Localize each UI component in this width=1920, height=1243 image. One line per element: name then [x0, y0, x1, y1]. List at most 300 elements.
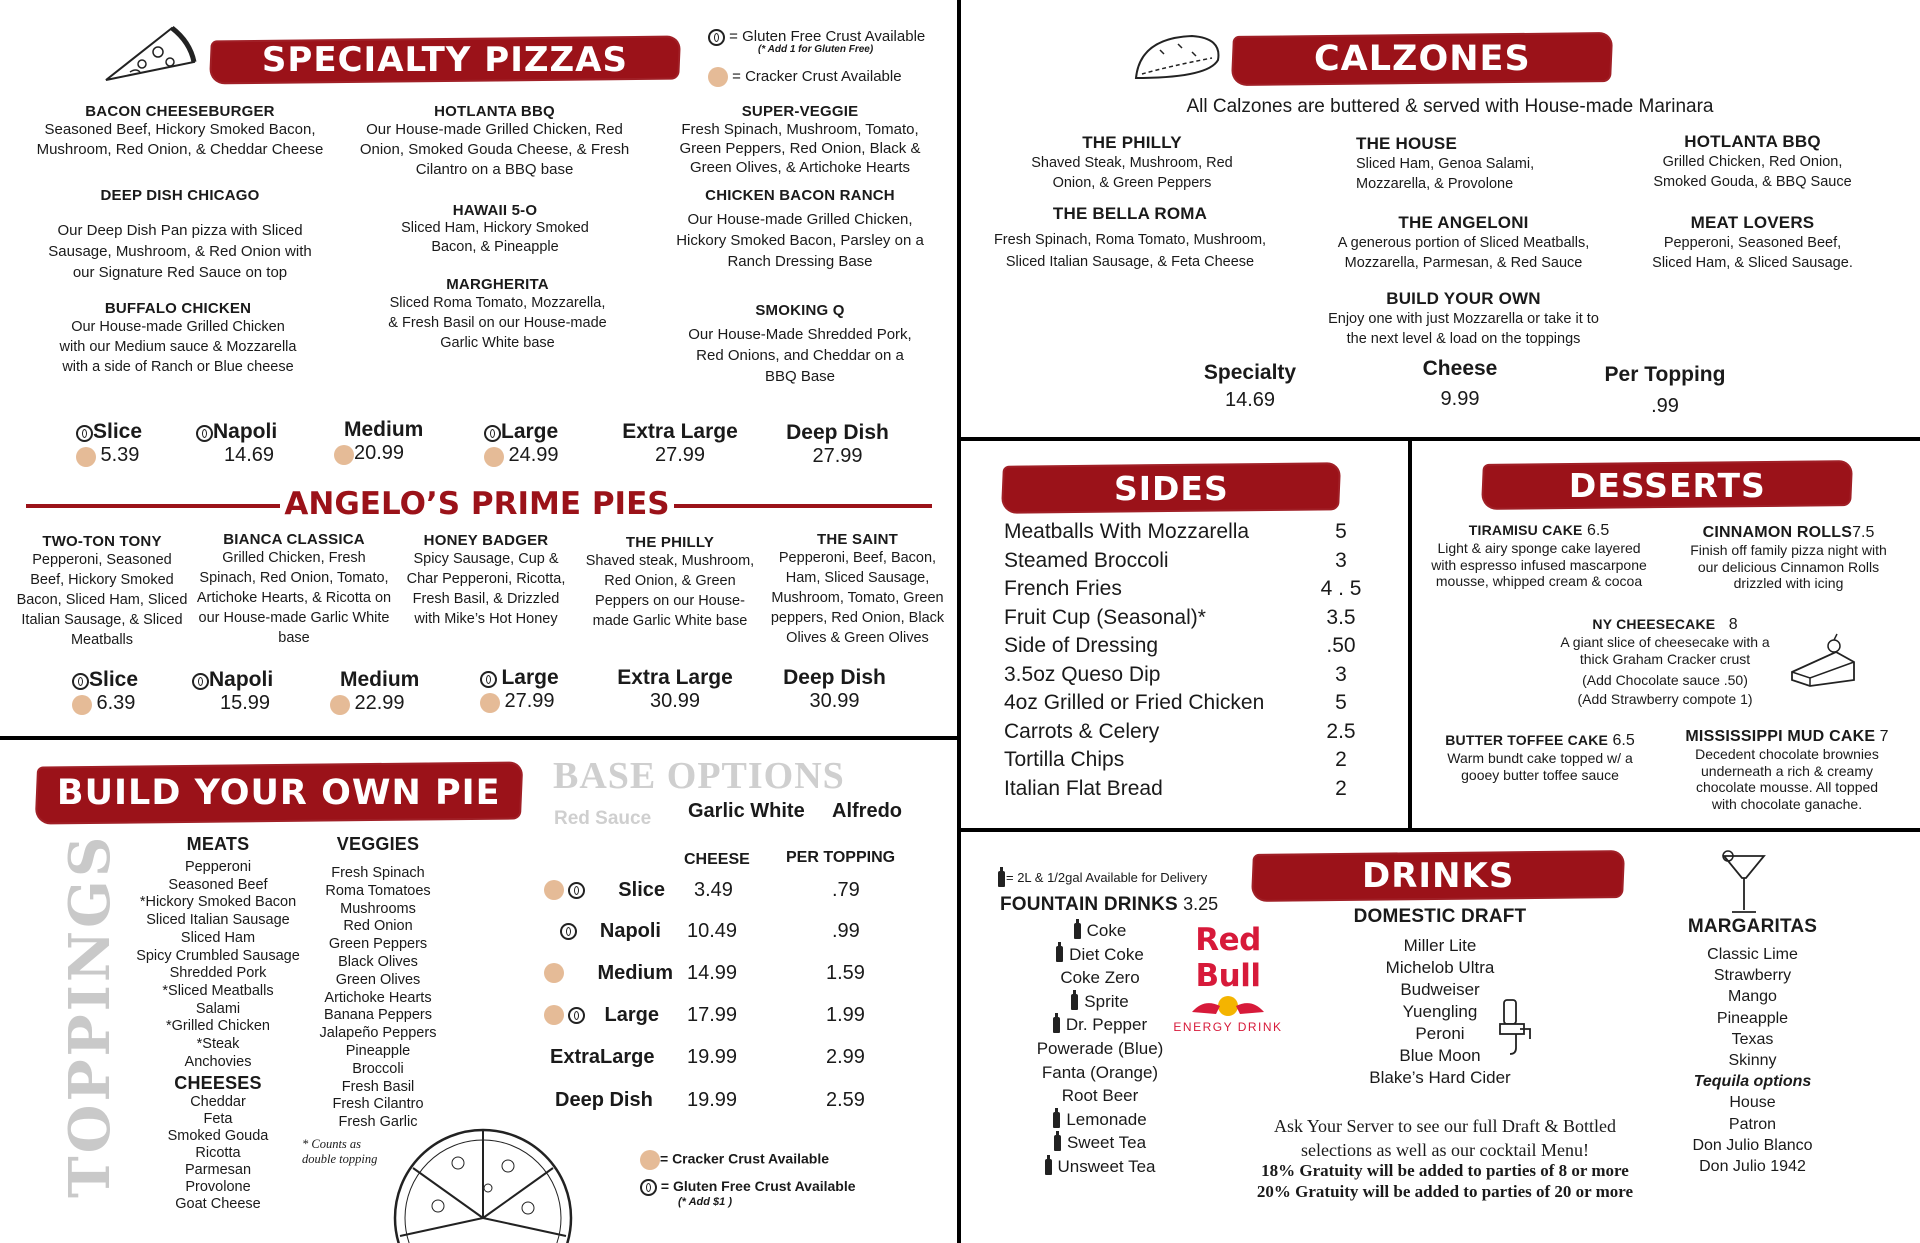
- price-value: .99: [1651, 395, 1679, 417]
- dessert-cheesecake: [1540, 616, 1790, 707]
- sides-banner: [1001, 462, 1341, 514]
- base-alfredo: Alfredo: [832, 800, 902, 822]
- dessert-tiramisu: [1424, 522, 1654, 590]
- item-name: THE BELLA ROMA: [1052, 204, 1208, 223]
- veggies-column: [308, 834, 448, 1132]
- cheeses-title: CHEESES: [174, 1073, 262, 1094]
- legend-cracker: [708, 67, 958, 87]
- price-label: Extra Large: [622, 420, 738, 443]
- cracker-crust-icon: [544, 963, 564, 983]
- fountain-list: [1030, 919, 1170, 1179]
- fountain-name: Root Beer: [1061, 1086, 1139, 1106]
- price-label: Cheese: [1422, 357, 1498, 380]
- specialty-pizzas-banner: [209, 36, 681, 85]
- item-desc: Grilled Chicken, Fresh Spinach, Red Onion, Tomato, Artichoke Hearts, & Ricotta on our House-made Garlic White base: [196, 550, 392, 646]
- tequila-item: Don Julio 1942: [1699, 1158, 1806, 1176]
- center-divider: [957, 0, 961, 1243]
- tequila-item: Don Julio Blanco: [1692, 1136, 1813, 1154]
- redbull-logo: [1165, 922, 1291, 1034]
- fountain-title: FOUNTAIN DRINKS: [1000, 894, 1178, 915]
- fountain-name: Coke Zero: [1060, 968, 1140, 988]
- veggie-item: Banana Peppers: [323, 1007, 433, 1024]
- item-name: TIRAMISU CAKE: [1468, 522, 1583, 538]
- price-value: 22.99: [354, 692, 405, 714]
- calzones-title: CALZONES: [1313, 39, 1531, 79]
- side-item: [1004, 718, 1366, 747]
- cracker-crust-icon: [72, 695, 92, 715]
- dessert-cinnamon: [1676, 524, 1901, 592]
- fountain-name: Lemonade: [1066, 1109, 1147, 1129]
- item-desc: Shaved Steak, Mushroom, Red Onion, & Green Peppers: [1031, 155, 1233, 191]
- item-addon: (Add Strawberry compote 1): [1577, 691, 1753, 707]
- meat-item: Sliced Ham: [180, 929, 256, 946]
- side-name: 3.5oz Queso Dip: [1004, 662, 1161, 686]
- item-desc: Our House-made Grilled Chicken, Hickory Smoked Bacon, Parsley on a Ranch Dressing Base: [676, 211, 924, 270]
- side-price: 2: [1335, 748, 1347, 772]
- cheese-price: 10.49: [687, 919, 738, 942]
- side-item: [1004, 632, 1366, 661]
- base-options-title: BASE OPTIONS: [553, 755, 845, 797]
- veggie-item: Broccoli: [352, 1060, 404, 1077]
- prime-item: [580, 534, 760, 631]
- topping-price: 2.59: [826, 1088, 865, 1111]
- calzone-price-cheese: [1390, 357, 1530, 411]
- meat-item: *Hickory Smoked Bacon: [139, 894, 297, 911]
- margarita-item: Skinny: [1728, 1052, 1777, 1070]
- drinks-title: DRINKS: [1361, 856, 1515, 896]
- price-value: 24.99: [508, 444, 559, 466]
- calzone-item: [1012, 133, 1252, 193]
- gluten-free-icon: [640, 1179, 657, 1196]
- draft-item: Budweiser: [1400, 980, 1480, 999]
- gluten-free-icon: [568, 1007, 585, 1024]
- specialty-price-large: [484, 420, 584, 467]
- cheesecake-icon: [1788, 632, 1858, 688]
- specialty-price-deepdish: [775, 421, 900, 468]
- item-name: MARGHERITA: [446, 276, 549, 293]
- item-desc: Shaved steak, Mushroom, Red Onion, & Green Peppers on our House-made Garlic White base: [585, 553, 755, 629]
- price-value: 27.99: [504, 690, 555, 712]
- specialty-price-napoli: [196, 420, 296, 467]
- item-name: THE PHILLY: [625, 534, 715, 551]
- price-value: 20.99: [354, 442, 405, 464]
- meat-item: Shredded Pork: [169, 965, 267, 982]
- gluten-free-icon: [196, 425, 213, 442]
- right-divider-2: [961, 828, 1920, 832]
- desserts-banner: [1481, 460, 1853, 510]
- redbull-subtitle: ENERGY DRINK: [1173, 1020, 1283, 1034]
- draft-item: Blake’s Hard Cider: [1369, 1068, 1511, 1087]
- meat-item: Sliced Italian Sausage: [146, 912, 290, 929]
- calzone-item: [1630, 213, 1875, 273]
- fountain-name: Dr. Pepper: [1065, 1015, 1148, 1035]
- side-item: [1004, 547, 1366, 576]
- side-name: Italian Flat Bread: [1004, 776, 1163, 800]
- dessert-toffee: [1424, 732, 1656, 783]
- price-label: Napoli: [209, 668, 274, 691]
- byo-legend-gf-note: (* Add $1 ): [678, 1195, 732, 1208]
- fountain-item: [1030, 1061, 1170, 1085]
- price-label: Slice: [93, 420, 143, 443]
- draft-item: Michelob Ultra: [1385, 958, 1495, 977]
- gluten-free-icon: [480, 671, 497, 688]
- fountain-name: Sweet Tea: [1066, 1133, 1147, 1153]
- base-red-sauce: Red Sauce: [554, 808, 652, 829]
- delivery-note-label: = 2L & 1/2gal Available for Delivery: [1006, 870, 1208, 885]
- cheese-item: Smoked Gouda: [167, 1128, 269, 1145]
- cheese-item: Provolone: [185, 1179, 251, 1196]
- specialty-item: [58, 300, 298, 377]
- calzone-item: [975, 204, 1285, 273]
- item-desc: Spicy Sausage, Cup & Char Pepperoni, Ricotta, Fresh Basil, & Drizzled with Mike’s Hot Honey: [406, 551, 566, 627]
- cracker-crust-icon: [640, 1150, 660, 1170]
- item-name: BUFFALO CHICKEN: [104, 300, 252, 317]
- side-item: [1004, 604, 1366, 633]
- meat-item: Salami: [195, 1000, 241, 1017]
- draft-item: Yuengling: [1402, 1002, 1478, 1021]
- prime-price-medium: [330, 668, 440, 715]
- fountain-item: [1030, 919, 1170, 943]
- item-name: HONEY BADGER: [423, 532, 549, 549]
- veggie-item: Fresh Spinach: [331, 865, 425, 881]
- legend-cracker-label: = Cracker Crust Available: [660, 1150, 829, 1167]
- margarita-item: Classic Lime: [1707, 946, 1798, 963]
- prime-rule-right: [674, 504, 932, 508]
- side-name: French Fries: [1004, 577, 1122, 601]
- byo-title: BUILD YOUR OWN PIE: [57, 773, 501, 813]
- item-desc: Light & airy sponge cake layered with espresso infused mascarpone mousse, whipped cream & cocoa: [1431, 540, 1647, 589]
- margarita-item: Strawberry: [1713, 967, 1792, 985]
- size-label: Slice: [618, 878, 665, 901]
- meat-item: *Sliced Meatballs: [162, 982, 274, 999]
- cheese-item: Feta: [203, 1111, 233, 1128]
- prime-price-deepdish: [772, 666, 897, 713]
- prime-item: [403, 532, 569, 629]
- fountain-name: Powerade (Blue): [1036, 1038, 1164, 1058]
- specialty-price-medium: [334, 418, 444, 465]
- margarita-item: Mango: [1728, 988, 1777, 1006]
- byo-legend-cracker: [640, 1150, 900, 1170]
- side-name: Carrots & Celery: [1004, 719, 1160, 743]
- price-value: 6.39: [96, 692, 136, 714]
- left-mid-divider: [0, 736, 957, 740]
- item-name: THE HOUSE: [1356, 134, 1457, 153]
- gratuity-line-2: 20% Gratuity will be added to parties of 20 or more: [1256, 1182, 1634, 1201]
- desserts-title: DESSERTS: [1568, 465, 1766, 505]
- col-topping-header: PER TOPPING: [786, 849, 896, 866]
- fountain-header: [1000, 894, 1218, 916]
- calzone-item: [1316, 289, 1611, 349]
- base-garlic-white: Garlic White: [688, 800, 805, 822]
- side-item: [1004, 661, 1366, 690]
- beer-tap-icon: [1494, 998, 1534, 1060]
- topping-price: .99: [832, 919, 860, 942]
- side-price: 3: [1335, 662, 1347, 686]
- cheese-item: Goat Cheese: [175, 1196, 261, 1213]
- item-desc: Sliced Roma Tomato, Mozzarella, & Fresh Basil on our House-made Garlic White base: [388, 295, 607, 351]
- calzone-price-specialty: [1180, 361, 1320, 412]
- fountain-name: Sprite: [1084, 991, 1129, 1011]
- item-name: BACON CHEESEBURGER: [85, 103, 275, 120]
- item-name: SUPER-VEGGIE: [741, 103, 859, 120]
- cheese-item: Parmesan: [184, 1162, 252, 1179]
- fountain-name: Unsweet Tea: [1057, 1156, 1156, 1176]
- legend-gluten-free-label: = Gluten Free Crust Available: [729, 28, 926, 45]
- double-topping-note: * Counts as double topping: [302, 1137, 378, 1166]
- prime-item: [770, 531, 945, 648]
- specialty-price-xl: [615, 420, 745, 467]
- cracker-crust-icon: [544, 1005, 564, 1025]
- item-desc: A giant slice of cheesecake with a thick Graham Cracker crust: [1560, 634, 1770, 667]
- price-label: Extra Large: [617, 666, 733, 689]
- size-label: Large: [604, 1003, 659, 1026]
- topping-price: 2.99: [826, 1045, 865, 1068]
- toppings-vertical-word: TOPPINGS: [57, 833, 123, 1198]
- side-name: Side of Dressing: [1004, 634, 1159, 658]
- side-price: 5: [1335, 520, 1347, 544]
- veggie-item: Mushrooms: [340, 900, 416, 917]
- tequila-item: Patron: [1728, 1115, 1777, 1133]
- fountain-name: Fanta (Orange): [1041, 1062, 1159, 1082]
- cracker-crust-icon: [544, 880, 564, 900]
- bottle-icon: [998, 871, 1005, 887]
- footer-line-2: selections as well as our cocktail Menu!: [1301, 1140, 1589, 1160]
- item-price: 8: [1728, 616, 1738, 633]
- legend-top: [708, 28, 958, 87]
- item-name: TWO-TON TONY: [42, 533, 162, 550]
- bottle-icon: [1045, 1159, 1052, 1175]
- bottle-icon: [1056, 946, 1063, 962]
- side-name: Fruit Cup (Seasonal)*: [1004, 605, 1206, 629]
- size-label: Deep Dish: [555, 1088, 653, 1111]
- gratuity-line-1: 18% Gratuity will be added to parties of 8 or more: [1261, 1161, 1629, 1180]
- byo-banner: [35, 761, 524, 824]
- redbull-bulls-icon: [1188, 994, 1268, 1020]
- meat-item: *Steak: [196, 1036, 240, 1053]
- item-desc: Decedent chocolate brownies underneath a rich & creamy chocolate mousse. All topped with chocolate ganache.: [1695, 746, 1879, 812]
- margaritas-title: MARGARITAS: [1687, 916, 1818, 937]
- side-price: 3.5: [1326, 605, 1356, 629]
- cheese-price: 19.99: [687, 1088, 738, 1111]
- gluten-free-icon: [76, 425, 93, 442]
- prime-rule-left: [26, 504, 280, 508]
- item-desc: Enjoy one with just Mozzarella or take it to the next level & load on the toppings: [1328, 311, 1599, 347]
- gluten-free-icon: [192, 673, 209, 690]
- item-price: 7.5: [1852, 524, 1875, 541]
- price-label: Napoli: [213, 420, 278, 443]
- side-name: Meatballs With Mozzarella: [1004, 520, 1250, 544]
- item-name: SMOKING Q: [755, 302, 845, 319]
- byo-legend-gf: [640, 1178, 900, 1196]
- cracker-crust-icon: [480, 693, 500, 713]
- calzones-subtitle: All Calzones are buttered & served with House-made Marinara: [1186, 96, 1714, 117]
- byo-row-slice: [544, 875, 904, 905]
- veggie-item: Jalapeño Peppers: [319, 1025, 437, 1042]
- draft-item: Miller Lite: [1403, 936, 1477, 955]
- fountain-item: [1030, 1013, 1170, 1037]
- tequila-title: Tequila options: [1693, 1073, 1812, 1091]
- item-price: 6.5: [1612, 732, 1635, 749]
- delivery-note: [998, 870, 1207, 887]
- gluten-free-icon: [708, 29, 725, 46]
- fountain-item: [1030, 1037, 1170, 1061]
- draft-title: DOMESTIC DRAFT: [1353, 906, 1527, 927]
- item-name: BUTTER TOFFEE CAKE: [1445, 732, 1609, 748]
- margaritas-list: [1660, 944, 1845, 1071]
- veggie-item: Pineapple: [345, 1042, 411, 1059]
- item-addon: (Add Chocolate sauce .50): [1582, 672, 1748, 688]
- legend-gluten-free-note: (* Add 1 for Gluten Free): [758, 43, 874, 55]
- prime-price-slice: [72, 668, 162, 715]
- cracker-crust-icon: [334, 445, 354, 465]
- item-desc: Our Deep Dish Pan pizza with Sliced Sausage, Mushroom, & Red Onion with our Signature Red Sauce on top: [48, 222, 312, 281]
- side-item: [1004, 746, 1366, 775]
- fountain-name: Diet Coke: [1069, 944, 1144, 964]
- cheeses-list: [128, 1094, 308, 1213]
- meats-title: MEATS: [186, 834, 250, 854]
- byo-row-napoli: [544, 916, 904, 946]
- item-name: BUILD YOUR OWN: [1386, 289, 1541, 308]
- cheese-price: 19.99: [687, 1045, 738, 1068]
- prime-price-large: [480, 666, 580, 713]
- veggie-item: Fresh Cilantro: [332, 1096, 424, 1113]
- prime-price-napoli: [192, 668, 292, 715]
- veggie-item: Fresh Basil: [341, 1078, 415, 1095]
- sides-list: [1004, 518, 1366, 803]
- sides-title: SIDES: [1113, 468, 1229, 508]
- side-price: .50: [1326, 634, 1356, 658]
- item-name: DEEP DISH CHICAGO: [100, 187, 260, 204]
- side-name: 4oz Grilled or Fried Chicken: [1004, 691, 1265, 715]
- size-label: Medium: [597, 961, 673, 984]
- prime-item: [196, 531, 392, 648]
- veggie-item: Green Olives: [335, 971, 421, 988]
- side-price: 5: [1335, 691, 1347, 715]
- item-price: 7: [1879, 728, 1889, 745]
- byo-row-deepdish: [544, 1085, 904, 1115]
- item-desc: Grilled Chicken, Red Onion, Smoked Gouda, & BBQ Sauce: [1653, 154, 1852, 190]
- veggie-item: Green Peppers: [328, 936, 428, 953]
- margarita-glass-icon: [1720, 848, 1768, 918]
- cracker-crust-icon: [76, 447, 96, 467]
- fountain-name: Coke: [1086, 921, 1127, 940]
- price-value: 5.39: [100, 444, 140, 466]
- meat-item: *Grilled Chicken: [166, 1018, 270, 1035]
- item-desc: Pepperoni, Seasoned Beef, Sliced Ham, & Sliced Sausage.: [1652, 235, 1853, 271]
- byo-row-medium: [544, 958, 904, 988]
- item-desc: Our House-Made Shredded Pork, Red Onions, and Cheddar on a BBQ Base: [688, 326, 912, 385]
- drinks-footer: [1200, 1114, 1690, 1202]
- item-desc: A generous portion of Sliced Meatballs, Mozzarella, Parmesan, & Red Sauce: [1337, 235, 1590, 271]
- item-name: BIANCA CLASSICA: [223, 531, 365, 548]
- price-label: Medium: [340, 668, 420, 691]
- side-price: 2: [1335, 776, 1347, 800]
- calzone-item: [1356, 134, 1556, 194]
- fountain-item: [1030, 1131, 1170, 1155]
- specialty-pizzas-title: SPECIALTY PIZZAS: [261, 40, 629, 80]
- prime-item: [16, 533, 188, 650]
- item-desc: Sliced Ham, Hickory Smoked Bacon, & Pineapple: [401, 220, 589, 255]
- specialty-price-slice: [76, 420, 166, 467]
- cracker-crust-icon: [484, 447, 504, 467]
- veggie-item: Artichoke Hearts: [324, 989, 432, 1006]
- draft-item: Peroni: [1415, 1024, 1465, 1043]
- bottle-icon: [1071, 994, 1078, 1010]
- legend-cracker-label: = Cracker Crust Available: [732, 67, 902, 85]
- gluten-free-icon: [568, 882, 585, 899]
- item-name: THE ANGELONI: [1398, 213, 1529, 232]
- margarita-item: Texas: [1731, 1030, 1774, 1048]
- price-label: Medium: [344, 418, 424, 441]
- fountain-item: [1030, 943, 1170, 967]
- veggies-list: [308, 865, 448, 1132]
- cracker-crust-icon: [708, 67, 728, 87]
- price-value: 9.99: [1440, 388, 1480, 410]
- specialty-item: [400, 202, 590, 257]
- price-label: Deep Dish: [786, 421, 889, 444]
- price-label: Slice: [89, 668, 139, 691]
- veggie-item: Fresh Garlic: [338, 1114, 418, 1131]
- byo-row-large: [544, 1000, 904, 1030]
- meat-item: Anchovies: [184, 1053, 252, 1070]
- veggie-item: Red Onion: [343, 918, 413, 935]
- topping-price: 1.99: [826, 1003, 865, 1026]
- calzone-item: [1316, 213, 1611, 273]
- item-name: MISSISSIPPI MUD CAKE: [1685, 728, 1876, 745]
- price-value: 27.99: [812, 445, 863, 467]
- side-name: Steamed Broccoli: [1004, 548, 1169, 572]
- sides-desserts-divider: [1408, 441, 1412, 831]
- legend-gluten-free: [708, 28, 958, 46]
- bottle-icon: [1053, 1112, 1060, 1128]
- side-price: 3: [1335, 548, 1347, 572]
- item-desc: Seasoned Beef, Hickory Smoked Bacon, Mushroom, Red Onion, & Cheddar Cheese: [36, 121, 324, 158]
- veggie-item: Roma Tomatoes: [325, 882, 431, 899]
- meats-list: [128, 859, 308, 1071]
- side-price: 4 . 5: [1320, 577, 1362, 601]
- price-value: 14.69: [224, 444, 275, 466]
- meats-column: [128, 834, 308, 1213]
- bottle-icon: [1053, 1017, 1060, 1033]
- size-label: ExtraLarge: [550, 1045, 655, 1068]
- specialty-item: [357, 103, 632, 180]
- calzone-icon: [1130, 30, 1226, 86]
- side-item: [1004, 689, 1366, 718]
- cracker-crust-icon: [330, 695, 350, 715]
- cheese-item: Cheddar: [190, 1094, 246, 1111]
- right-divider-1: [961, 437, 1920, 441]
- gluten-free-icon: [72, 673, 89, 690]
- item-desc: Warm bundt cake topped w/ a gooey butter toffee sauce: [1447, 750, 1633, 783]
- item-name: CINNAMON ROLLS: [1702, 524, 1853, 541]
- veggie-item: Black Olives: [338, 953, 418, 970]
- price-label: Large: [501, 666, 559, 689]
- fountain-item: [1030, 990, 1170, 1014]
- price-value: 14.69: [1224, 389, 1276, 411]
- calzone-item: [1630, 132, 1875, 192]
- bottle-icon: [1054, 1135, 1061, 1151]
- legend-gf-label: = Gluten Free Crust Available: [660, 1178, 856, 1194]
- price-value: 15.99: [220, 692, 271, 714]
- footer-line-1: Ask Your Server to see our full Draft & Bottled: [1274, 1116, 1616, 1136]
- veggies-title: VEGGIES: [336, 834, 420, 854]
- fountain-item: [1030, 966, 1170, 990]
- item-desc: Fresh Spinach, Roma Tomato, Mushroom, Sliced Italian Sausage, & Feta Cheese: [993, 232, 1267, 270]
- fountain-price: 3.25: [1183, 894, 1219, 914]
- calzones-banner: [1231, 32, 1613, 86]
- price-label: Specialty: [1203, 361, 1297, 384]
- cheese-price: 17.99: [687, 1003, 738, 1026]
